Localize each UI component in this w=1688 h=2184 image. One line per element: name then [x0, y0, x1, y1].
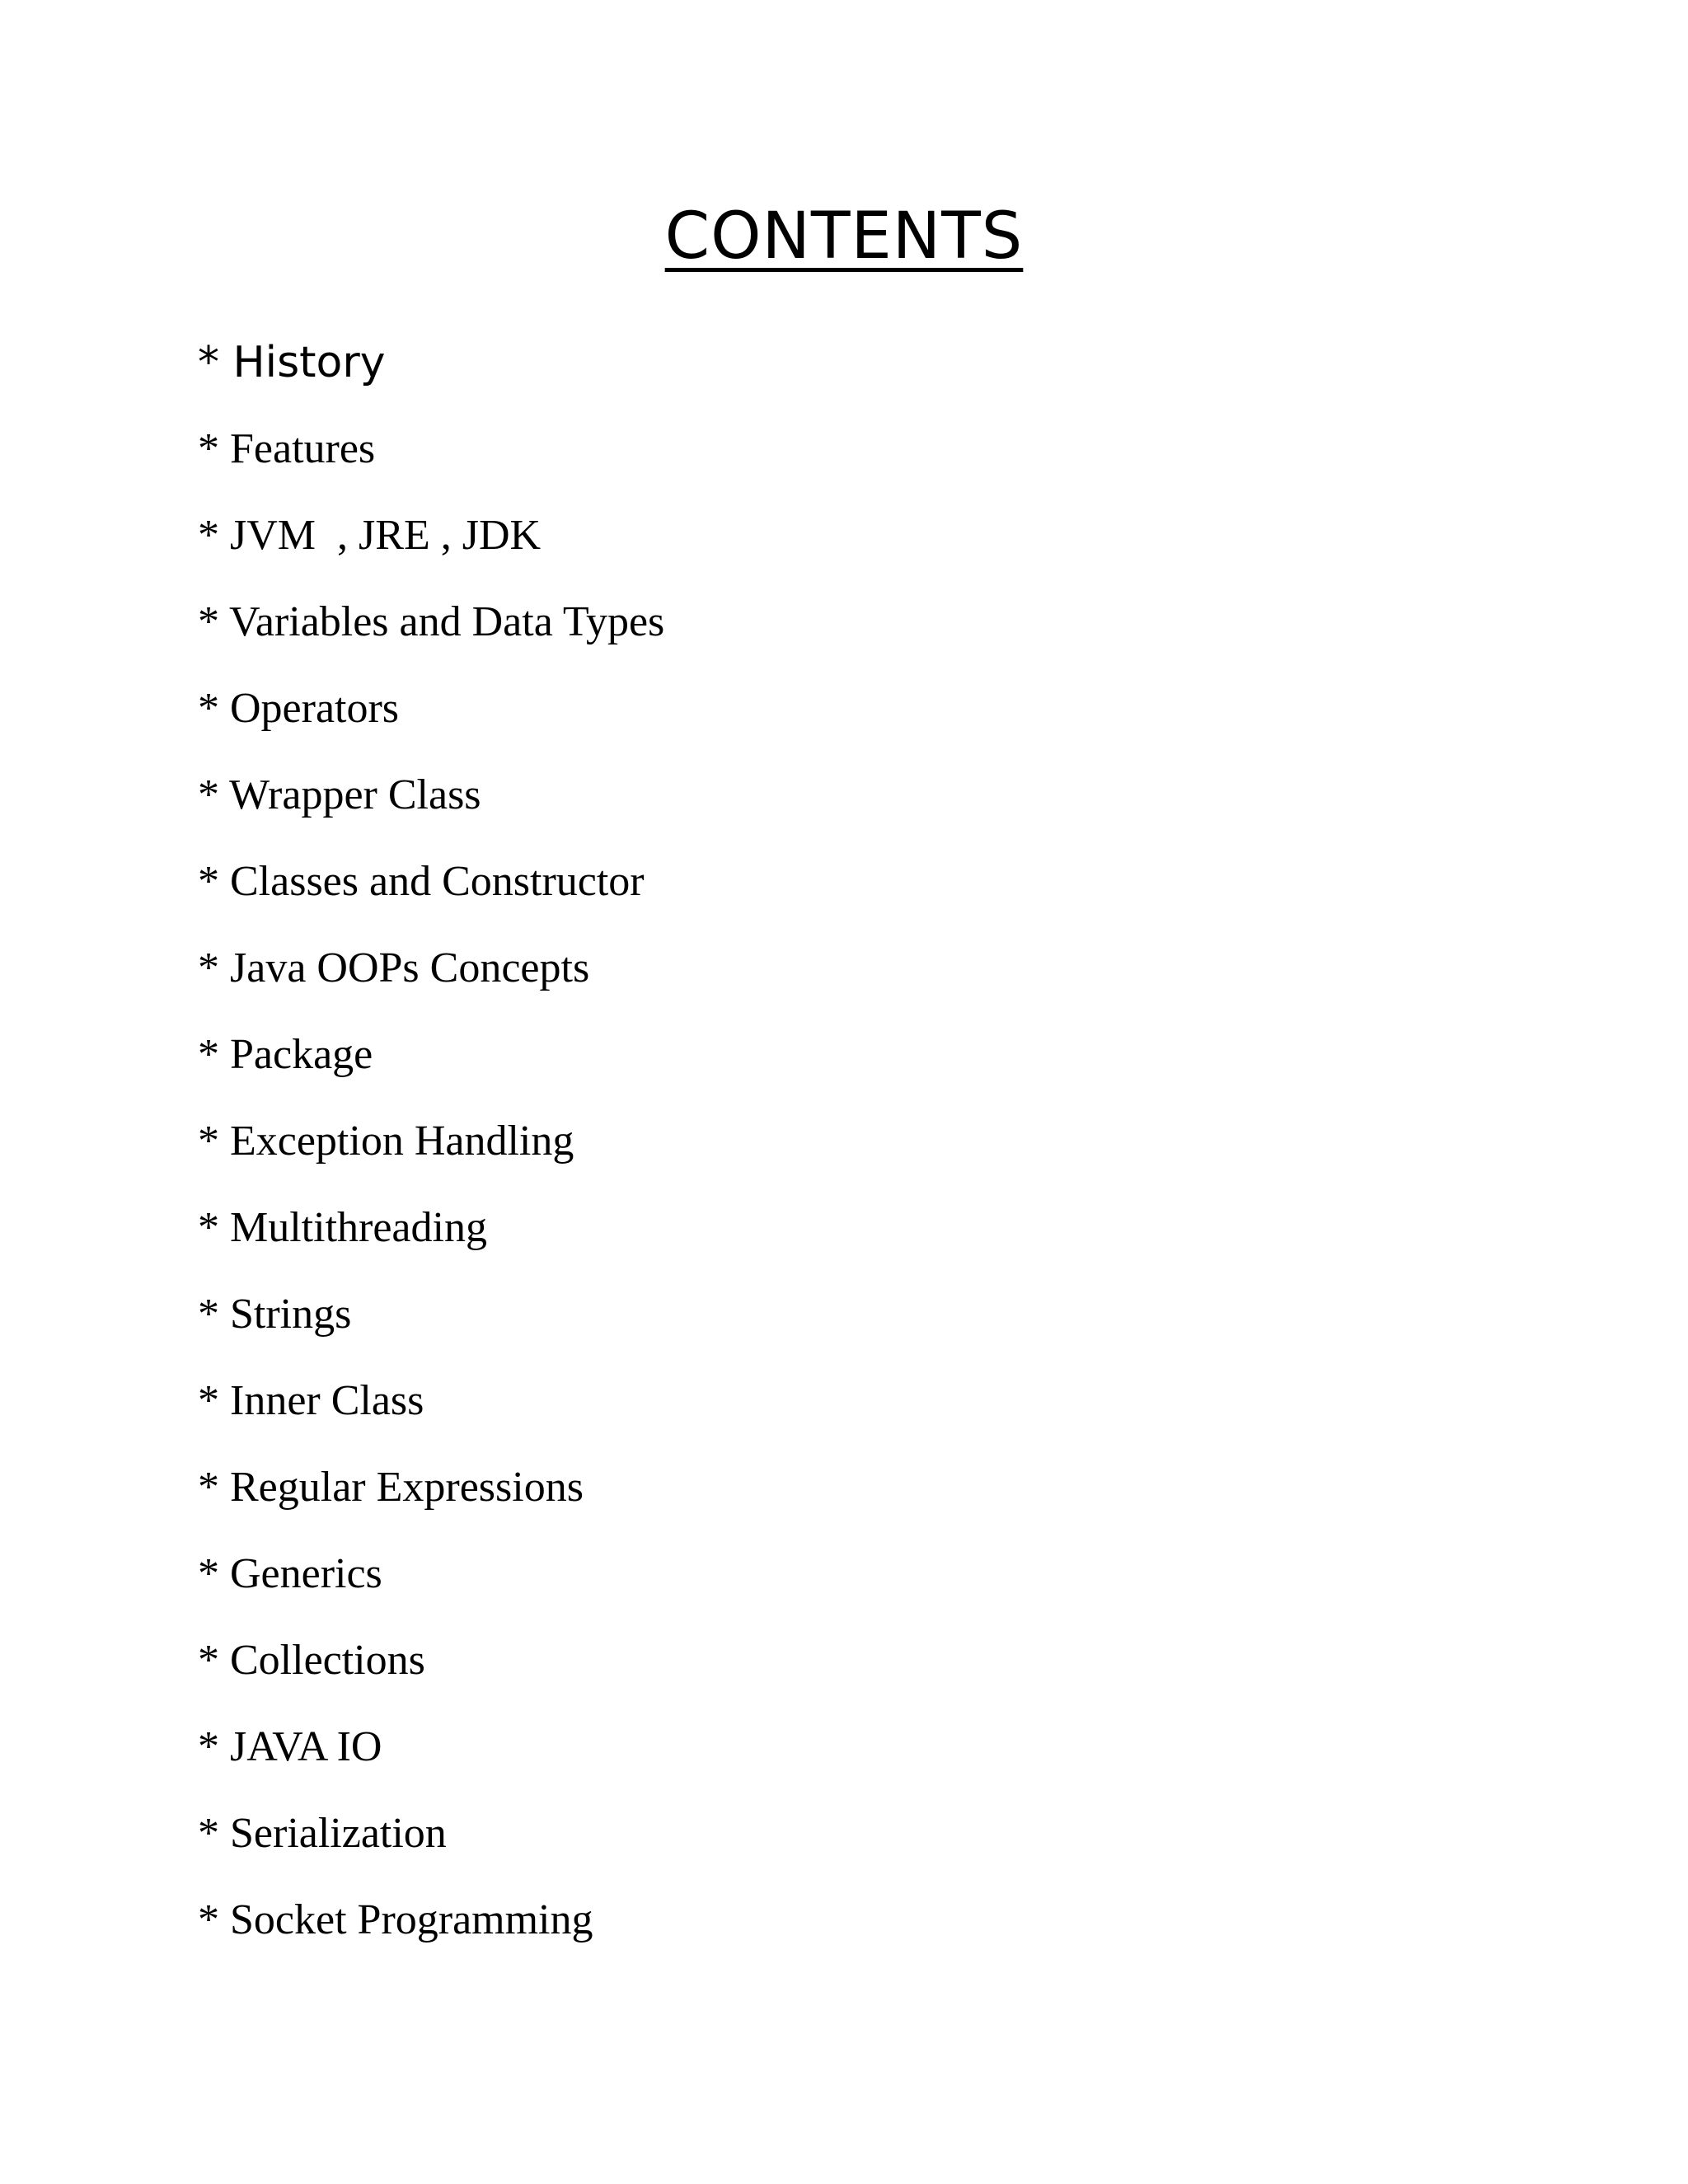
page-title-text: CONTENTS: [664, 199, 1024, 274]
contents-item: * Java OOPs Concepts: [198, 944, 590, 991]
contents-item: * Operators: [198, 685, 400, 732]
contents-item: * Collections: [198, 1637, 425, 1684]
contents-item: * History: [198, 338, 386, 387]
contents-item: * Package: [198, 1031, 373, 1078]
contents-item: * Strings: [198, 1291, 352, 1338]
contents-item: * Multithreading: [198, 1204, 487, 1251]
contents-item: * Wrapper Class: [198, 771, 481, 818]
contents-item: * Generics: [198, 1550, 382, 1597]
contents-item: * Variables and Data Types: [198, 598, 665, 645]
contents-item: * Regular Expressions: [198, 1464, 584, 1511]
contents-item: * JAVA IO: [198, 1723, 382, 1770]
contents-item: * Socket Programming: [198, 1896, 593, 1943]
page-title: [0, 199, 1688, 274]
contents-item: * Inner Class: [198, 1377, 424, 1424]
contents-item: * Classes and Constructor: [198, 858, 645, 905]
contents-item: * Exception Handling: [198, 1118, 574, 1165]
contents-list: [198, 334, 1599, 1978]
contents-item: * Features: [198, 425, 376, 472]
contents-item: * Serialization: [198, 1810, 447, 1857]
contents-item: * JVM , JRE , JDK: [198, 512, 542, 559]
